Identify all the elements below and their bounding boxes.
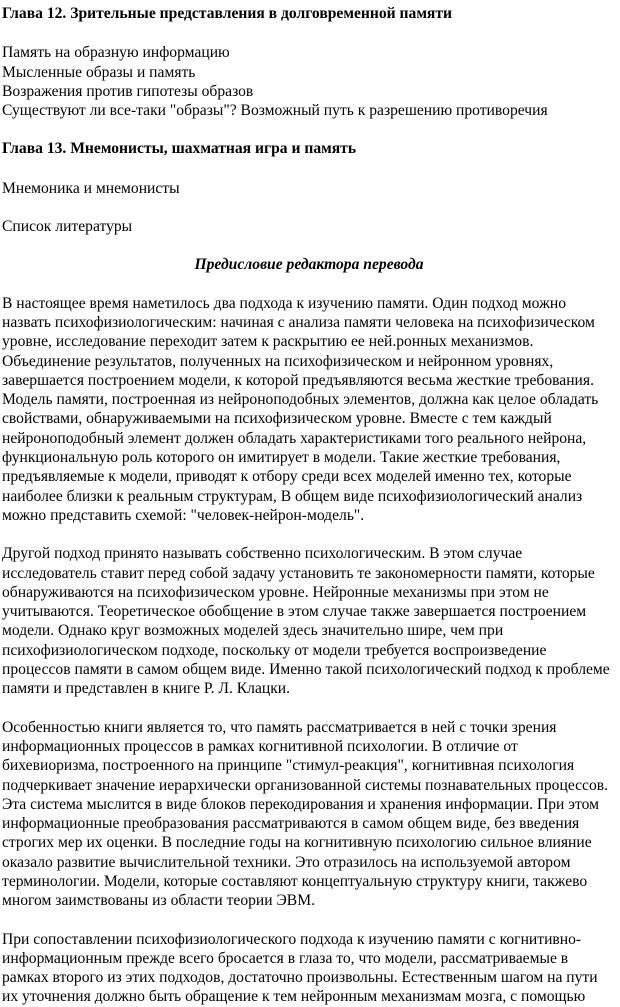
chapter-13-contents (2, 179, 616, 198)
preface-paragraph: Особенностью книги является то, что память рассматривается в ней с точки зрения информационных процессов в рамках когнитивной психологии. В отличие от бихевиоризма, построенного на принципе "стимул-реакция", когнитивная психология подчеркивает значение иерархически организованной системы познавательных процессов. Эта система мыслится в виде блоков перекодирования и хранения информации. При этом информационные преобразования рассматриваются в самом общем виде, без введения строгих мер их оценки. В последние годы на когнитивную психологию сильное влияние оказало развитие вычислительной техники. Это отразилось на используемой автором терминологии. Модели, которые составляют концептуальную структуру книги, такжево многом заимствованы из области теории ЭВМ. (2, 718, 609, 910)
toc-item: Возражения против гипотезы образов (2, 82, 254, 100)
preface-paragraph: Другой подход принято называть собственно психологическим. В этом случае исследователь ставит перед собой задачу установить те закономерности памяти, которые обнаруживаются на психофизическом уровне. Нейронные механизмы при этом не учитываются. Теоретическое обобщение в этом случае также завершается построением модели. Однако круг возможных моделей здесь значительно шире, чем при психофизиологическом подходе, поскольку от модели требуется воспроизведение процессов памяти в самом общем виде. Именно такой психологический подход к проблеме памяти и представлен в книге Р. Л. Клацки. (2, 545, 610, 698)
toc-item: Память на образную информацию (2, 44, 230, 62)
references-entry: Список литературы (2, 218, 133, 236)
preface-title: Предисловие редактора перевода (194, 256, 424, 274)
toc-item: Мнемоника и мнемонисты (2, 179, 180, 197)
toc-item: Мысленные образы и память (2, 63, 196, 81)
chapter-12-contents (2, 43, 616, 120)
toc-item: Существуют ли все-таки "образы"? Возможный путь к разрешению противоречия (2, 102, 548, 120)
preface-paragraph: В настоящее время наметилось два подхода к изучению памяти. Один подход можно назвать психофизиологическим: начиная с анализа памяти человека на психофизическом уровне, исследование переходит затем к раскрытию ее ней.ронных механизмов. Объединение результатов, полученных на психофизическом и нейронном уровнях, завершается построением модели, к которой предъявляются весьма жесткие требования. Модель памяти, построенная из нейроноподобных элементов, должна как целое обладать свойствами, обнаруживаемыми на психофизическом уровне. Вместе с тем каждый нейроноподобный элемент должен обладать характеристиками того реального нейрона, функциональную роль которого он имитирует в модели. Такие жесткие требования, предъявляемые к модели, приводят к отбору среди всех моделей именно тех, которые наиболее близки к реальным структурам, В общем виде психофизиологический анализ можно представить схемой: "человек-нейрон-модель". (2, 294, 599, 524)
preface-paragraph: При сопоставлении психофизиологического подхода к изучению памяти с когнитивно-информационным прежде всего бросается в глаза то, что модели, рассматриваемые в рамках второго из этих подходов, достаточно произвольны. Естественным шагом на пути их уточнения должно быть обращение к тем нейронным механизмам мозга, с помощью (2, 930, 598, 1006)
chapter-13-title: Глава 13. Мнемонисты, шахматная игра и память (2, 140, 357, 158)
chapter-12-title: Глава 12. Зрительные представления в долговременной памяти (2, 5, 453, 22)
